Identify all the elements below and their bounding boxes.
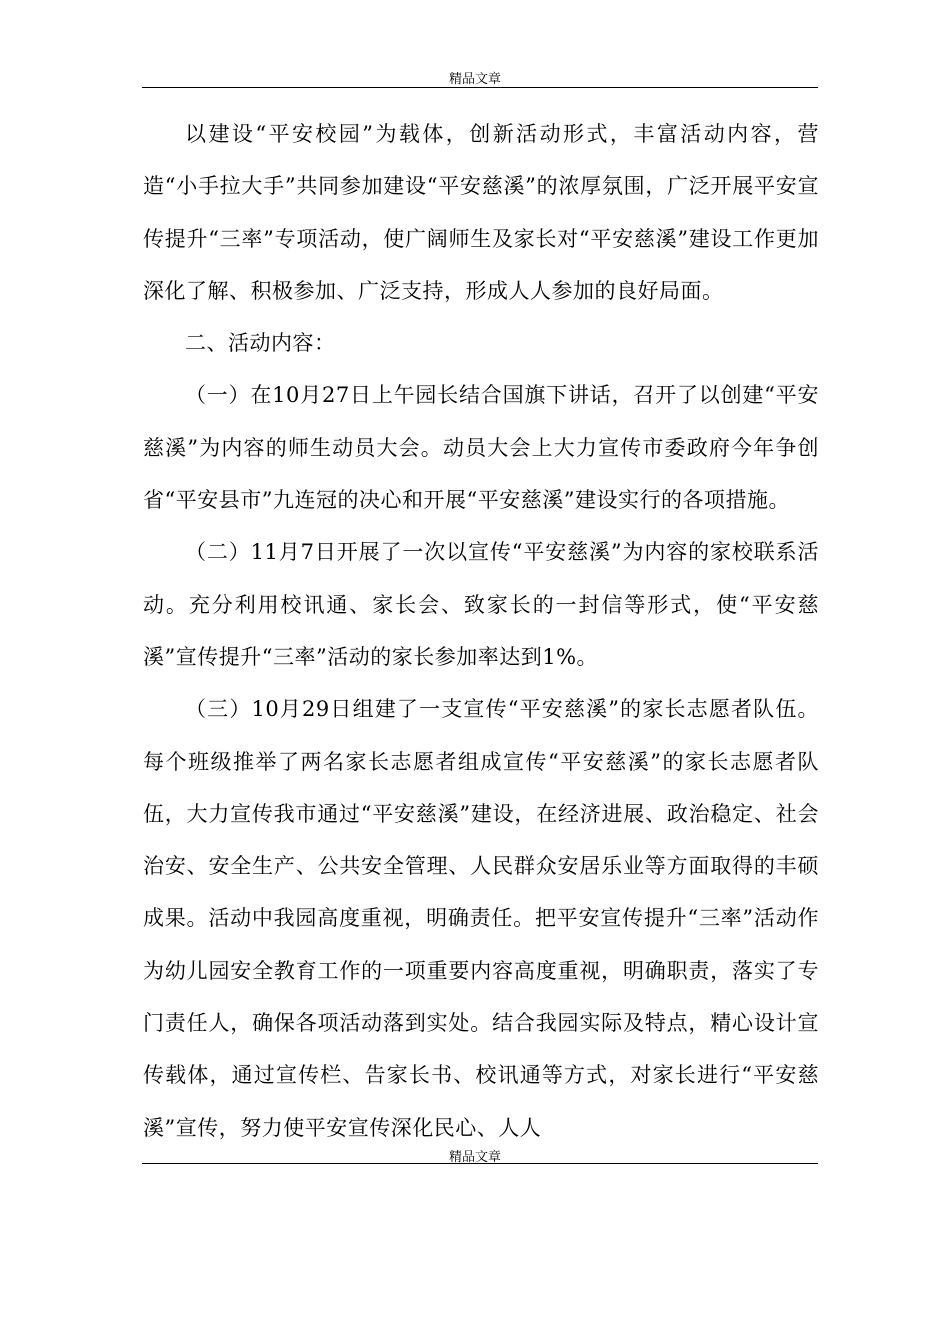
paragraph-item-3: （三）10月29日组建了一支宣传“平安慈溪”的家长志愿者队伍。每个班级推举了两名家长志愿者组成宣传“平安慈溪”的家长志愿者队伍，大力宣传我市通过“平安慈溪”建设，在经济进展、政治稳定、社会治安、安全生产、公共安全管理、人民群众安居乐业等方面取得的丰硕成果。活动中我园高度重视，明确责任。把平安宣传提升“三率”活动作为幼儿园安全教育工作的一项重要内容高度重视，明确职责，落实了专门责任人，确保各项活动落到实处。结合我园实际及特点，精心设计宣传载体，通过宣传栏、告家长书、校讯通等方式，对家长进行“平安慈溪”宣传，努力使平安宣传深化民心、人人: [143, 697, 819, 1140]
section-heading-activity-content: 二、活动内容：: [185, 331, 336, 356]
paragraph-item-2: （二）11月7日开展了一次以宣传“平安慈溪”为内容的家校联系活动。充分利用校讯通、家长会、致家长的一封信等形式，使“平安慈溪”宣传提升“三率”活动的家长参加率达到1%。: [143, 540, 819, 669]
document-body: [143, 108, 819, 1154]
header-divider: [142, 87, 818, 88]
paragraph-intro: 以建设“平安校园”为载体，创新活动形式，丰富活动内容，营造“小手拉大手”共同参加建设“平安慈溪”的浓厚氛围，广泛开展平安宣传提升“三率”专项活动，使广阔师生及家长对“平安慈溪”建设工作更加深化了解、积极参加、广泛支持，形成人人参加的良好局面。: [143, 122, 819, 303]
page-header-label: 精品文章: [448, 72, 501, 87]
page-footer-label: 精品文章: [448, 1150, 501, 1165]
paragraph-item-1: （一）在10月27日上午园长结合国旗下讲话，召开了以创建“平安慈溪”为内容的师生动员大会。动员大会上大力宣传市委政府今年争创省“平安县市”九连冠的决心和开展“平安慈溪”建设实行的各项措施。: [143, 383, 819, 513]
